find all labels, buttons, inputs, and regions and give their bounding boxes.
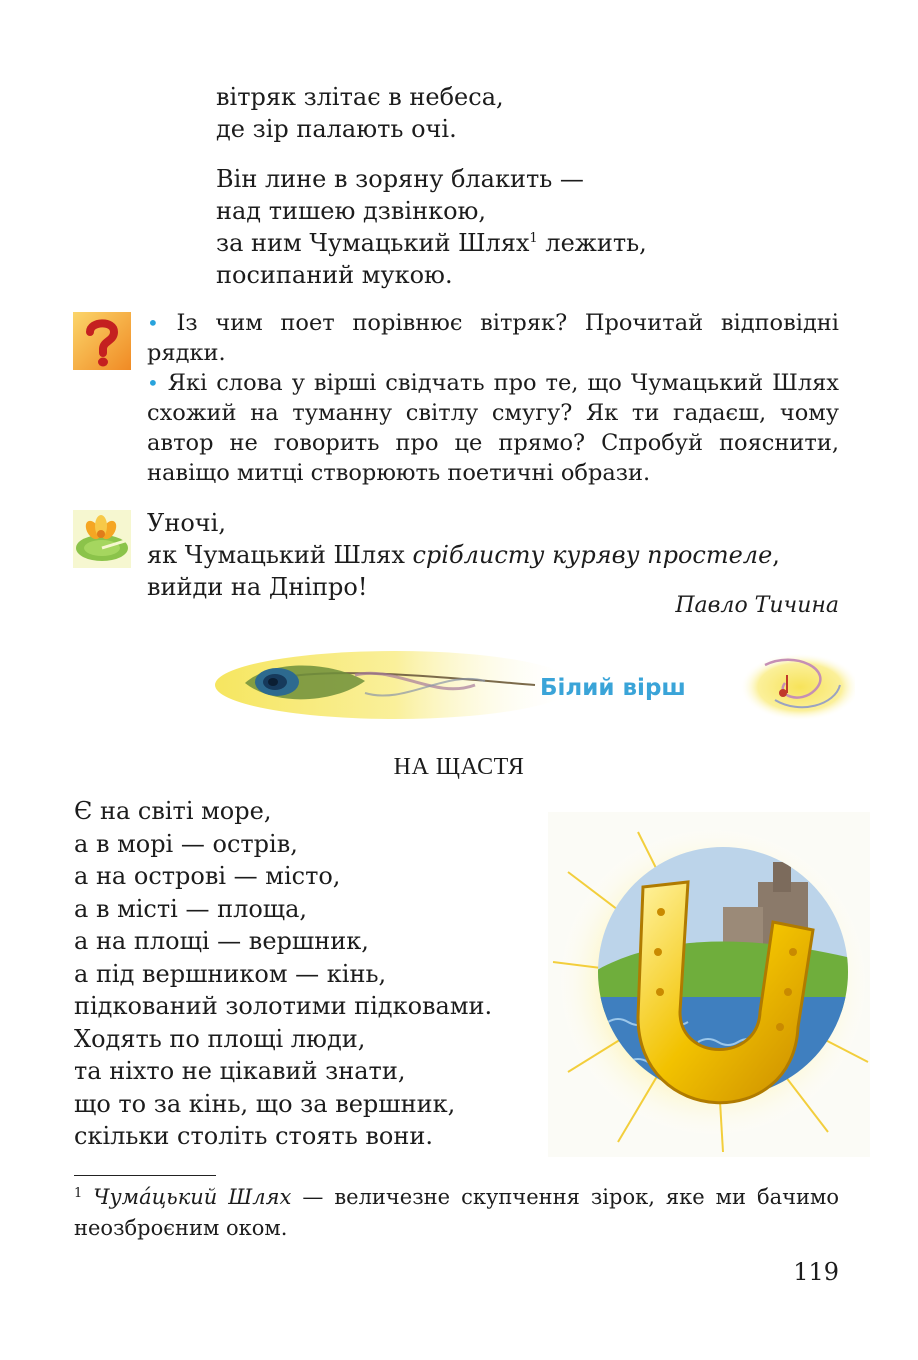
questions-block <box>147 308 839 488</box>
question-1 <box>147 308 839 368</box>
footnote-number: 1 <box>74 1186 83 1201</box>
footnote-text: — величезне скупчення зірок, яке ми бачимо неозброєним оком. <box>74 1185 839 1240</box>
bullet-icon: • <box>147 371 159 395</box>
footnote <box>74 1182 839 1244</box>
verse-line: Він лине в зоряну блакить — <box>216 165 584 193</box>
poem-line: а в морі — острів, <box>74 829 298 858</box>
section-banner <box>215 645 855 725</box>
question-mark-icon <box>73 312 131 370</box>
question-text: Які слова у вірші свідчать про те, що Чумацький Шлях схожий на туманну світлу смугу? Як ти гадаєш, чому автор не говорить про це прямо? Спробуй пояснити, навіщо митці створюють поетичні образи. <box>147 370 839 486</box>
page-number: 119 <box>793 1258 839 1286</box>
quote-emphasis: сріблисту куряву простеле <box>412 541 773 569</box>
question-text: Із чим поет порівнює вітряк? Прочитай відповідні рядки. <box>147 310 840 366</box>
verse-line <box>216 227 647 259</box>
footnote-divider <box>74 1175 216 1176</box>
poem-line: а під вершником — кінь, <box>74 959 387 988</box>
bullet-icon: • <box>147 311 159 335</box>
quote-author: Павло Тичина <box>675 593 839 618</box>
poem-line: а в місті — площа, <box>74 894 308 923</box>
stanza-2 <box>216 163 647 291</box>
verse-line: де зір палають очі. <box>216 115 457 143</box>
poem-line: Ходять по площі люди, <box>74 1024 366 1053</box>
poem-line: а на острові — місто, <box>74 862 341 890</box>
poem-line: підкований золотими підковами. <box>74 992 493 1020</box>
quote-text: як Чумацький Шлях <box>147 541 413 569</box>
poem-line: та ніхто не цікавий знати, <box>74 1057 406 1085</box>
banner-title: Білий вірш <box>540 675 686 701</box>
poem-body <box>74 795 492 1153</box>
poem-line: Є на світі море, <box>74 797 272 825</box>
poem-line: скільки століть стоять вони. <box>74 1122 433 1150</box>
verse-line: посипаний мукою. <box>216 261 453 289</box>
quote-text: , <box>772 541 780 569</box>
poem-title: НА ЩАСТЯ <box>393 754 525 780</box>
verse-text: за ним Чумацький Шлях <box>216 229 530 257</box>
quote-line: вийди на Дніпро! <box>147 573 368 601</box>
footnote-term: Чума́цький Шлях <box>93 1185 292 1209</box>
footnote-ref[interactable]: 1 <box>529 231 538 246</box>
stanza-1 <box>216 81 504 145</box>
lily-flower-icon <box>73 510 131 568</box>
quote-line: Уночі, <box>147 509 226 537</box>
epigraph-quote <box>147 507 839 603</box>
horseshoe-illustration <box>548 812 870 1157</box>
verse-text: лежить, <box>537 229 647 257</box>
quote-line <box>147 539 839 571</box>
verse-line: вітряк злітає в небеса, <box>216 83 504 111</box>
verse-line: над тишею дзвінкою, <box>216 197 487 225</box>
poem-line: а на площі — вершник, <box>74 927 369 955</box>
question-2 <box>147 368 839 488</box>
poem-line: що то за кінь, що за вершник, <box>74 1089 456 1118</box>
